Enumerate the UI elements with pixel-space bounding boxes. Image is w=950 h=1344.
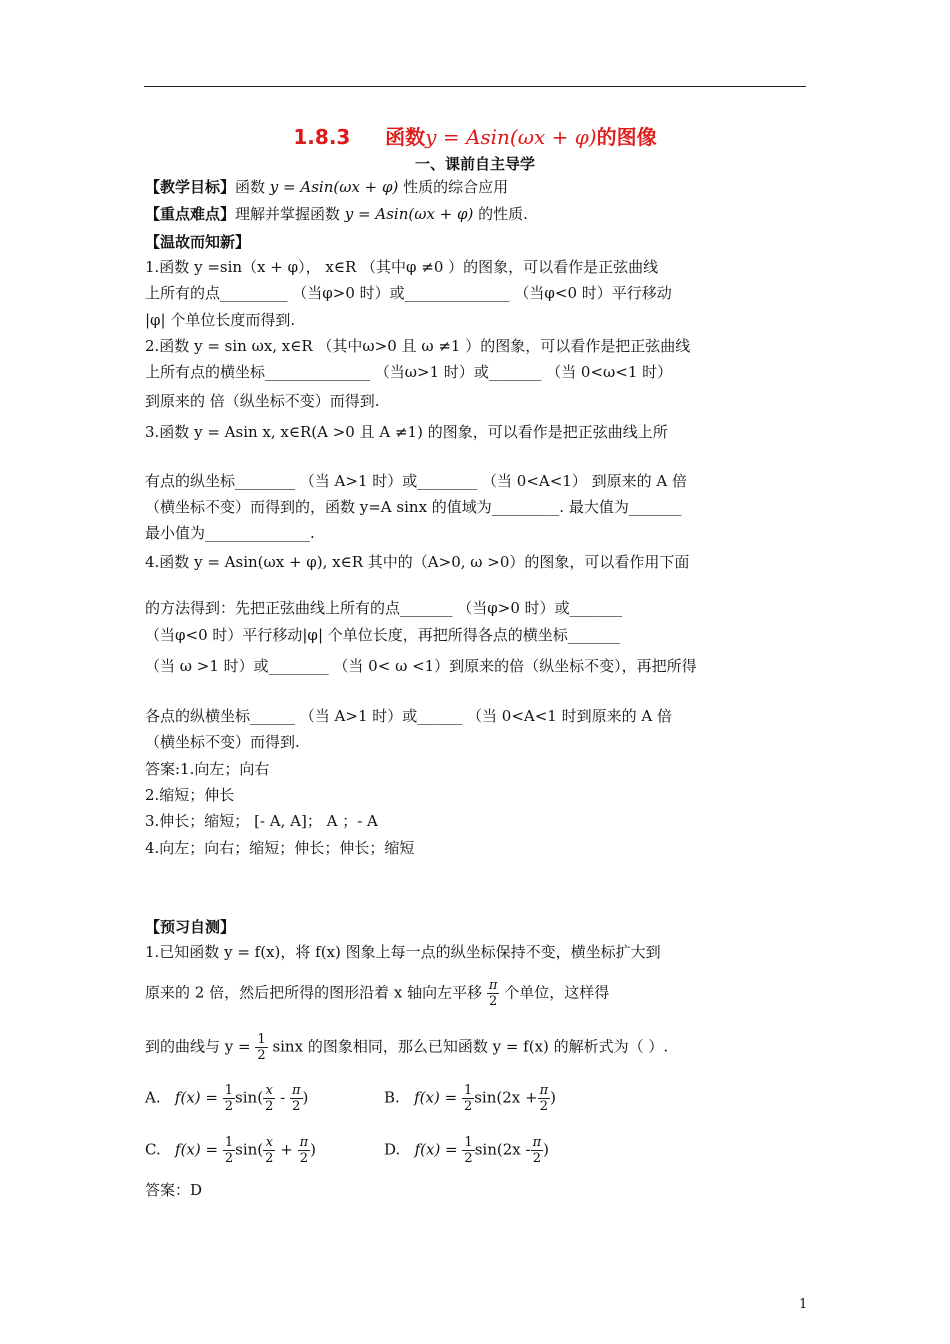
keypoints-line: 【重点难点】理解并掌握函数 y = Asin(ωx + φ) 的性质. xyxy=(145,205,528,223)
review-line: （横坐标不变）而得到. xyxy=(145,733,300,751)
preview-heading: 【预习自测】 xyxy=(145,918,236,936)
review-line: 3.函数 y = Asin x, x∈R(A >0 且 A ≠1) 的图象，可以看作是把正弦曲线上所 xyxy=(145,423,668,441)
page-title: 1.8.3 函数y = Asin(ωx + φ)的图像 xyxy=(293,125,657,149)
final-answer: 答案：D xyxy=(145,1181,203,1199)
preview-line: 原来的 2 倍，然后把所得的图形沿着 x 轴向左平移 $\frac{\pi}{2}$ 个单位，这样得 xyxy=(145,978,610,1009)
review-line: （当 ω >1 时）或________ （当 0< ω <1）到原来的倍（纵坐标不变），再把所得 xyxy=(145,657,697,675)
fraction-pi-over-2: $\frac{\pi}{2}$ xyxy=(488,978,498,1009)
answer-line: 4.向左；向右；缩短；伸长；伸长；缩短 xyxy=(145,839,415,857)
review-line: 1.函数 y =sin（x + φ）， x∈R （其中φ ≠0 ）的图象，可以看作是正弦曲线 xyxy=(145,258,659,276)
page-number: 1 xyxy=(799,1297,808,1312)
option-a: A. f(x) = $\frac{1}{2}$ sin( $\frac{x}{2}$ - $\frac{\pi}{2}$ ) xyxy=(145,1083,309,1114)
section-subtitle: 一、课前自主导学 xyxy=(414,155,535,173)
fraction-one-half: $\frac{1}{2}$ xyxy=(257,1032,266,1063)
preview-line: 到的曲线与 y = $\frac{1}{2}$ sinx 的图象相同，那么已知函数 y = f(x) 的解析式为（ ）. xyxy=(145,1032,669,1063)
preview-line: 1.已知函数 y = f(x)，将 f(x) 图象上每一点的纵坐标保持不变，横坐标扩大到 xyxy=(145,943,661,961)
review-heading: 【温故而知新】 xyxy=(145,233,251,251)
review-line: 有点的纵坐标________ （当 A>1 时）或________ （当 0<A<1） 到原来的 A 倍 xyxy=(145,472,687,490)
review-line: 各点的纵横坐标______ （当 A>1 时）或______ （当 0<A<1 时到原来的 A 倍 xyxy=(145,707,672,725)
option-b: B. f(x) = $\frac{1}{2}$ sin(2x + $\frac{\pi}{2}$ ) xyxy=(384,1083,556,1114)
header-rule xyxy=(144,86,806,87)
objectives-line: 【教学目标】函数 y = Asin(ωx + φ) 性质的综合应用 xyxy=(145,178,509,196)
review-line: 4.函数 y = Asin(ωx + φ), x∈R 其中的（A>0, ω >0）的图象，可以看作用下面 xyxy=(145,553,690,571)
review-line: 到原来的 倍（纵坐标不变）而得到. xyxy=(145,392,380,410)
review-line: 上所有的点_________ （当φ>0 时）或______________ （当φ<0 时）平行移动 xyxy=(145,284,672,302)
review-line: （横坐标不变）而得到的，函数 y=A sinx 的值域为_________. 最大值为_______ xyxy=(145,498,682,516)
review-line: |φ| 个单位长度而得到. xyxy=(145,311,296,329)
review-line: 最小值为______________. xyxy=(145,524,315,542)
review-line: 的方法得到：先把正弦曲线上所有的点_______ （当φ>0 时）或_______ xyxy=(145,599,623,617)
answer-line: 答案:1.向左；向右 xyxy=(145,760,270,778)
review-line: （当φ<0 时）平行移动|φ| 个单位长度，再把所得各点的横坐标_______ xyxy=(145,626,621,644)
answer-line: 3.伸长；缩短； [- A, A]； A ；- A xyxy=(145,812,378,830)
answer-line: 2.缩短；伸长 xyxy=(145,786,235,804)
option-d: D. f(x) = $\frac{1}{2}$ sin(2x - $\frac{\pi}{2}$ ) xyxy=(384,1135,549,1166)
review-line: 2.函数 y = sin ωx, x∈R （其中ω>0 且 ω ≠1 ）的图象，可以看作是把正弦曲线 xyxy=(145,337,691,355)
review-line: 上所有点的横坐标______________ （当ω>1 时）或_______ （当 0<ω<1 时） xyxy=(145,363,673,381)
option-c: C. f(x) = $\frac{1}{2}$ sin( $\frac{x}{2}$ + $\frac{\pi}{2}$ ) xyxy=(145,1135,316,1166)
